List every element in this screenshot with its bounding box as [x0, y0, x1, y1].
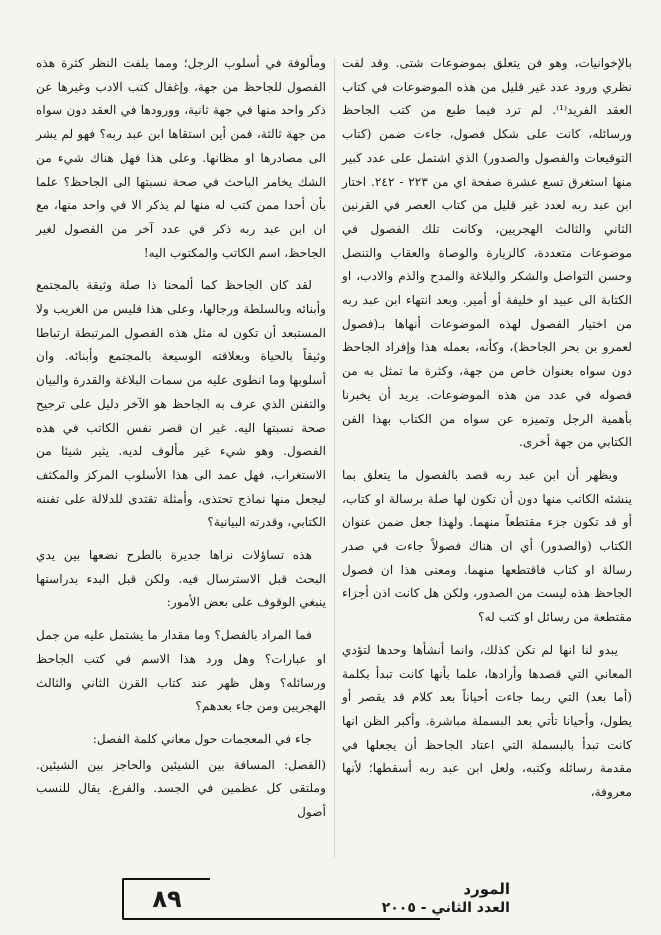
paragraph: ويظهر أن ابن عبد ربه قصد بالفصول ما يتعلق بما ينشئه الكاتب منها دون أن تكون لها صلة برسالة او كتاب، أو قد تكون جزء مقتطعاً منهما. ولهذا جعل ضمن عنوان الكتاب (والصدور) أي ان هناك فصولاً جاءت في صدر رسالة او كتاب فاقتطعها منهما. ومعنى هذا ان فصول الجاحظ هذه ليست من الصدور، ولكن هل كانت اذن أجزاء مقتطعة من رسائل او كتب له؟ [342, 467, 632, 625]
paragraph: ومألوفة في أسلوب الرجل؛ ومما يلفت النظر كثرة هذه الفصول للجاحظ من جهة، وإغفال كتب الادب وغيرها عن ذكر واحد منها في جهة ثانية، وورودها في العقد دون سواه من جهة ثالثة، فمن أين استقاها ابن عبد ربه؟ فهو لم يشر الى مصادرها او مظانها. وعلى هذا فهل هناك شيء من الشك يخامر الباحث في صحة نسبتها الى الجاحظ؟ علما بأن أحدا ممن كتب له منها لم يذكر الا في واحد منها، مع ان ابن عبد ربه ذكر في عدد آخر من الفصول لغير الجاحظ، اسم الكاتب والمكتوب اليه! [36, 56, 326, 260]
footer-rule [210, 918, 440, 920]
text-column-right [342, 52, 632, 814]
text-column-left [36, 52, 326, 834]
paragraph: بالإخوانيات، وهو فن يتعلق بموضوعات شتى. وقد لفت نظري ورود عدد غير قليل من هذه الموضوعات في كتاب العقد الفريد⁽¹⁾. لم ترد فيما طبع من كتب الجاحظ ورسائله، كانت على شكل فصول، جاءت ضمن (كتاب التوقيعات والفصول والصدور) الذي اشتمل على عدد كبير منها استغرق تسع عشرة صفحة اي من ٢٢٣ - ٢٤٢. اختار ابن عبد ربه لعدد غير قليل من كتاب العصر في القرنين الثاني والثالث الهجريين، وكانت تلك الفصول في موضوعات متعددة، كالزيارة والوصاة والعقاب والتنصل وحسن التواصل والشكر والبلاغة والمدح والذم والادب، او الكتابة الى عبيد او خليفة أو أمير. وبعد انتهاء ابن عبد ربه من اختيار الفصول لهذه الموضوعات أنهاها بـ(فصول لعمرو بن بحر الجاحظ)، وكأنه، بعمله هذا وإفراد الجاحظ دون سواه بعنوان خاص من جهة، وكثرة ما تمثل به من فصوله في عدد من هذه الموضوعات. يريد أن يخبرنا بأهمية الرجل وتميزه عن سواه من الكتاب بهذا الفن الكتابي من جهة أخرى. [342, 56, 632, 450]
issue-label: العدد الثاني - ٢٠٠٥ [381, 900, 510, 916]
paragraph: يبدو لنا انها لم تكن كذلك، وانما أنشأها وحدها لتؤدي المعاني التي قصدها وأرادها، علما بأنها كانت تبدأ بكلمة (أما بعد) التي ربما جاءت أحياناً بعد كلام قد يقصر أو يطول، وأحيانا تأتي بعد البسملة مباشرة. وأكبر الظن انها كانت تبدأ بالبسملة التي اعتاد الجاحظ أن يجعلها في مقدمة رسائله وكتبه، ولعل ابن عبد ربه أسقطها؛ لأنها معروفة، [342, 642, 632, 800]
journal-name: المورد [463, 880, 510, 898]
subheading: جاء في المعجمات حول معاني كلمة الفصل: [92, 731, 312, 746]
paragraph: هذه تساؤلات نراها جديرة بالطرح نضعها بين يدي البحث قبل الاسترسال فيه. ولكن قبل البدء بدراستها ينبغي الوقوف على بعض الأمور: [36, 548, 326, 610]
page-number: ٨٩ [122, 878, 210, 920]
column-divider [334, 58, 335, 858]
paragraph: لقد كان الجاحظ كما ألمحنا ذا صلة وثيقة بالمجتمع وأبنائه وبالسلطة ورجالها، وعلى هذا فليس من الغريب ولا المستبعد أن تكون له مثل هذه الفصول المرتبطة ارتباطا وثيقاً بالحياة وبعلاقته الوسيعة بالمجتمع وأبنائه. وان أسلوبها وما انطوى عليه من سمات البلاغة والقدرة والبيان والتفنن الذي عرف به الجاحظ هو الآخر دليل على ترجيح صحة نسبتها اليه. غير ان قصر نفس الكاتب في هذه الفصول. وهو شيء غير مألوف لديه. يثير شيئا من الاستغراب، فهل عمد الى هذا الأسلوب المركز والمكثف ليجعل منها نماذج تحتذى، وأمثلة تقتدى للدلالة على تفننه الكتابي، وقدرته البيانية؟ [36, 278, 326, 530]
definition-quote: (الفصل: المسافة بين الشيئين والحاجز بين الشيئين. وملتقى كل عظمين في الجسد. والفرع. يقال للنسب أصول [36, 757, 326, 820]
page-footer [30, 878, 630, 928]
paragraph: فما المراد بالفصل؟ وما مقدار ما يشتمل عليه من جمل او عبارات؟ وهل ورد هذا الاسم في كتب الجاحظ ورسائله؟ وهل ظهر عند كتاب القرن الثاني والثالث الهجريين ومن جاء بعدهم؟ [36, 628, 326, 714]
